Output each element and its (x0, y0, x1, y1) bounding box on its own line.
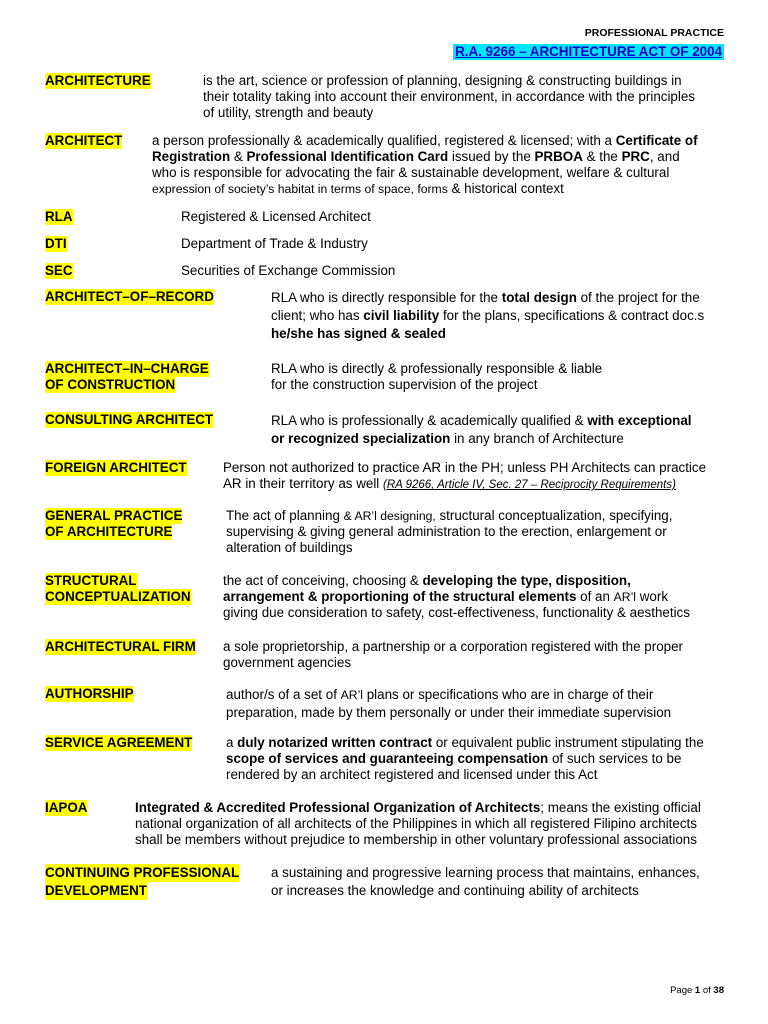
glossary-entry (45, 361, 724, 395)
definition: author/s of a set of AR’l plans or specifications who are in charge of their preparation, made by them personally or under their immediate supervision (226, 687, 672, 720)
glossary-entry (45, 263, 724, 281)
glossary-entry (45, 686, 724, 724)
glossary-entry (45, 864, 724, 902)
header-section: PROFESSIONAL PRACTICE (584, 27, 724, 39)
glossary-entry (45, 209, 724, 227)
glossary-entry (45, 236, 724, 254)
definition: Securities of Exchange Commission (181, 263, 396, 278)
glossary-entry (45, 133, 724, 199)
definition: the act of conceiving, choosing & developing the type, disposition, arrangement & proportioning of the structural elements of an AR’l work giving due consideration to safety, cost-effectiveness, functionality & aesthetics (223, 573, 690, 620)
definition: a person professionally & academically qualified, registered & licensed; with a Certificate of Registration & Professional Identification Card issued by the PRBOA & the PRC, and who is responsible for advocating the fair & sustainable development, welfare & cultural expression of society’s habitat in terms of space, forms & historical context (152, 133, 698, 196)
term: ARCHITECT–IN–CHARGE OF CONSTRUCTION (45, 361, 209, 392)
definition: Department of Trade & Industry (181, 236, 368, 251)
definition: a sole proprietorship, a partnership or a corporation registered with the proper government agencies (223, 639, 683, 670)
term: CONTINUING PROFESSIONAL DEVELOPMENT (45, 865, 240, 898)
term: SEC (45, 263, 73, 278)
glossary-entry (45, 508, 724, 558)
term: ARCHITECT–OF–RECORD (45, 289, 214, 304)
term: FOREIGN ARCHITECT (45, 460, 187, 475)
term: ARCHITECTURE (45, 73, 151, 88)
glossary-entry (45, 800, 724, 850)
glossary-entry (45, 412, 724, 450)
term: ARCHITECT (45, 133, 123, 148)
definition: RLA who is directly & professionally responsible & liable for the construction supervision of the project (271, 361, 603, 392)
definition: The act of planning & AR’l designing, structural conceptualization, specifying, supervising & giving general administration to the erection, enlargement or alteration of buildings (226, 508, 673, 555)
term: AUTHORSHIP (45, 686, 134, 701)
definition: RLA who is professionally & academically qualified & with exceptional or recognized specialization in any branch of Architecture (271, 413, 692, 446)
definition: a duly notarized written contract or equivalent public instrument stipulating the scope of services and guaranteeing compensation of such services to be rendered by an architect registered and licensed under this Act (226, 735, 704, 782)
definition: Registered & Licensed Architect (181, 209, 371, 224)
definition: is the art, science or profession of planning, designing & constructing buildings in their totality taking into account their environment, in accordance with the principles of utility, strength and beauty (203, 73, 695, 120)
glossary-entry (45, 289, 724, 345)
term: RLA (45, 209, 73, 224)
glossary-entry (45, 639, 724, 673)
term: GENERAL PRACTICE OF ARCHITECTURE (45, 508, 183, 539)
term: CONSULTING ARCHITECT (45, 412, 214, 427)
definition: Integrated & Accredited Professional Organization of Architects; means the existing official national organization of all architects of the Philippines in which all registered Filipino architects shall be members without prejudice to membership in other voluntary professional associations (135, 800, 701, 847)
definition: RLA who is directly responsible for the total design of the project for the client; who has civil liability for the plans, specifications & contract doc.s he/she has signed & sealed (271, 290, 705, 341)
definition: Person not authorized to practice AR in the PH; unless PH Architects can practice AR in their territory as well (RA 9266, Article IV, Sec. 27 – Reciprocity Requirements) (223, 460, 707, 491)
glossary-entry (45, 460, 724, 494)
term: DTI (45, 236, 67, 251)
glossary-entry (45, 573, 724, 623)
glossary-entry (45, 735, 724, 785)
glossary-entry (45, 73, 724, 123)
definition: a sustaining and progressive learning process that maintains, enhances, or increases the knowledge and continuing ability of architects (271, 865, 700, 898)
document-title: R.A. 9266 – ARCHITECTURE ACT OF 2004 (455, 44, 722, 59)
term: SERVICE AGREEMENT (45, 735, 193, 750)
term: STRUCTURAL CONCEPTUALIZATION (45, 573, 191, 604)
term: IAPOA (45, 800, 88, 815)
page-number: Page 1 of 38 (670, 985, 724, 996)
term: ARCHITECTURAL FIRM (45, 639, 196, 654)
